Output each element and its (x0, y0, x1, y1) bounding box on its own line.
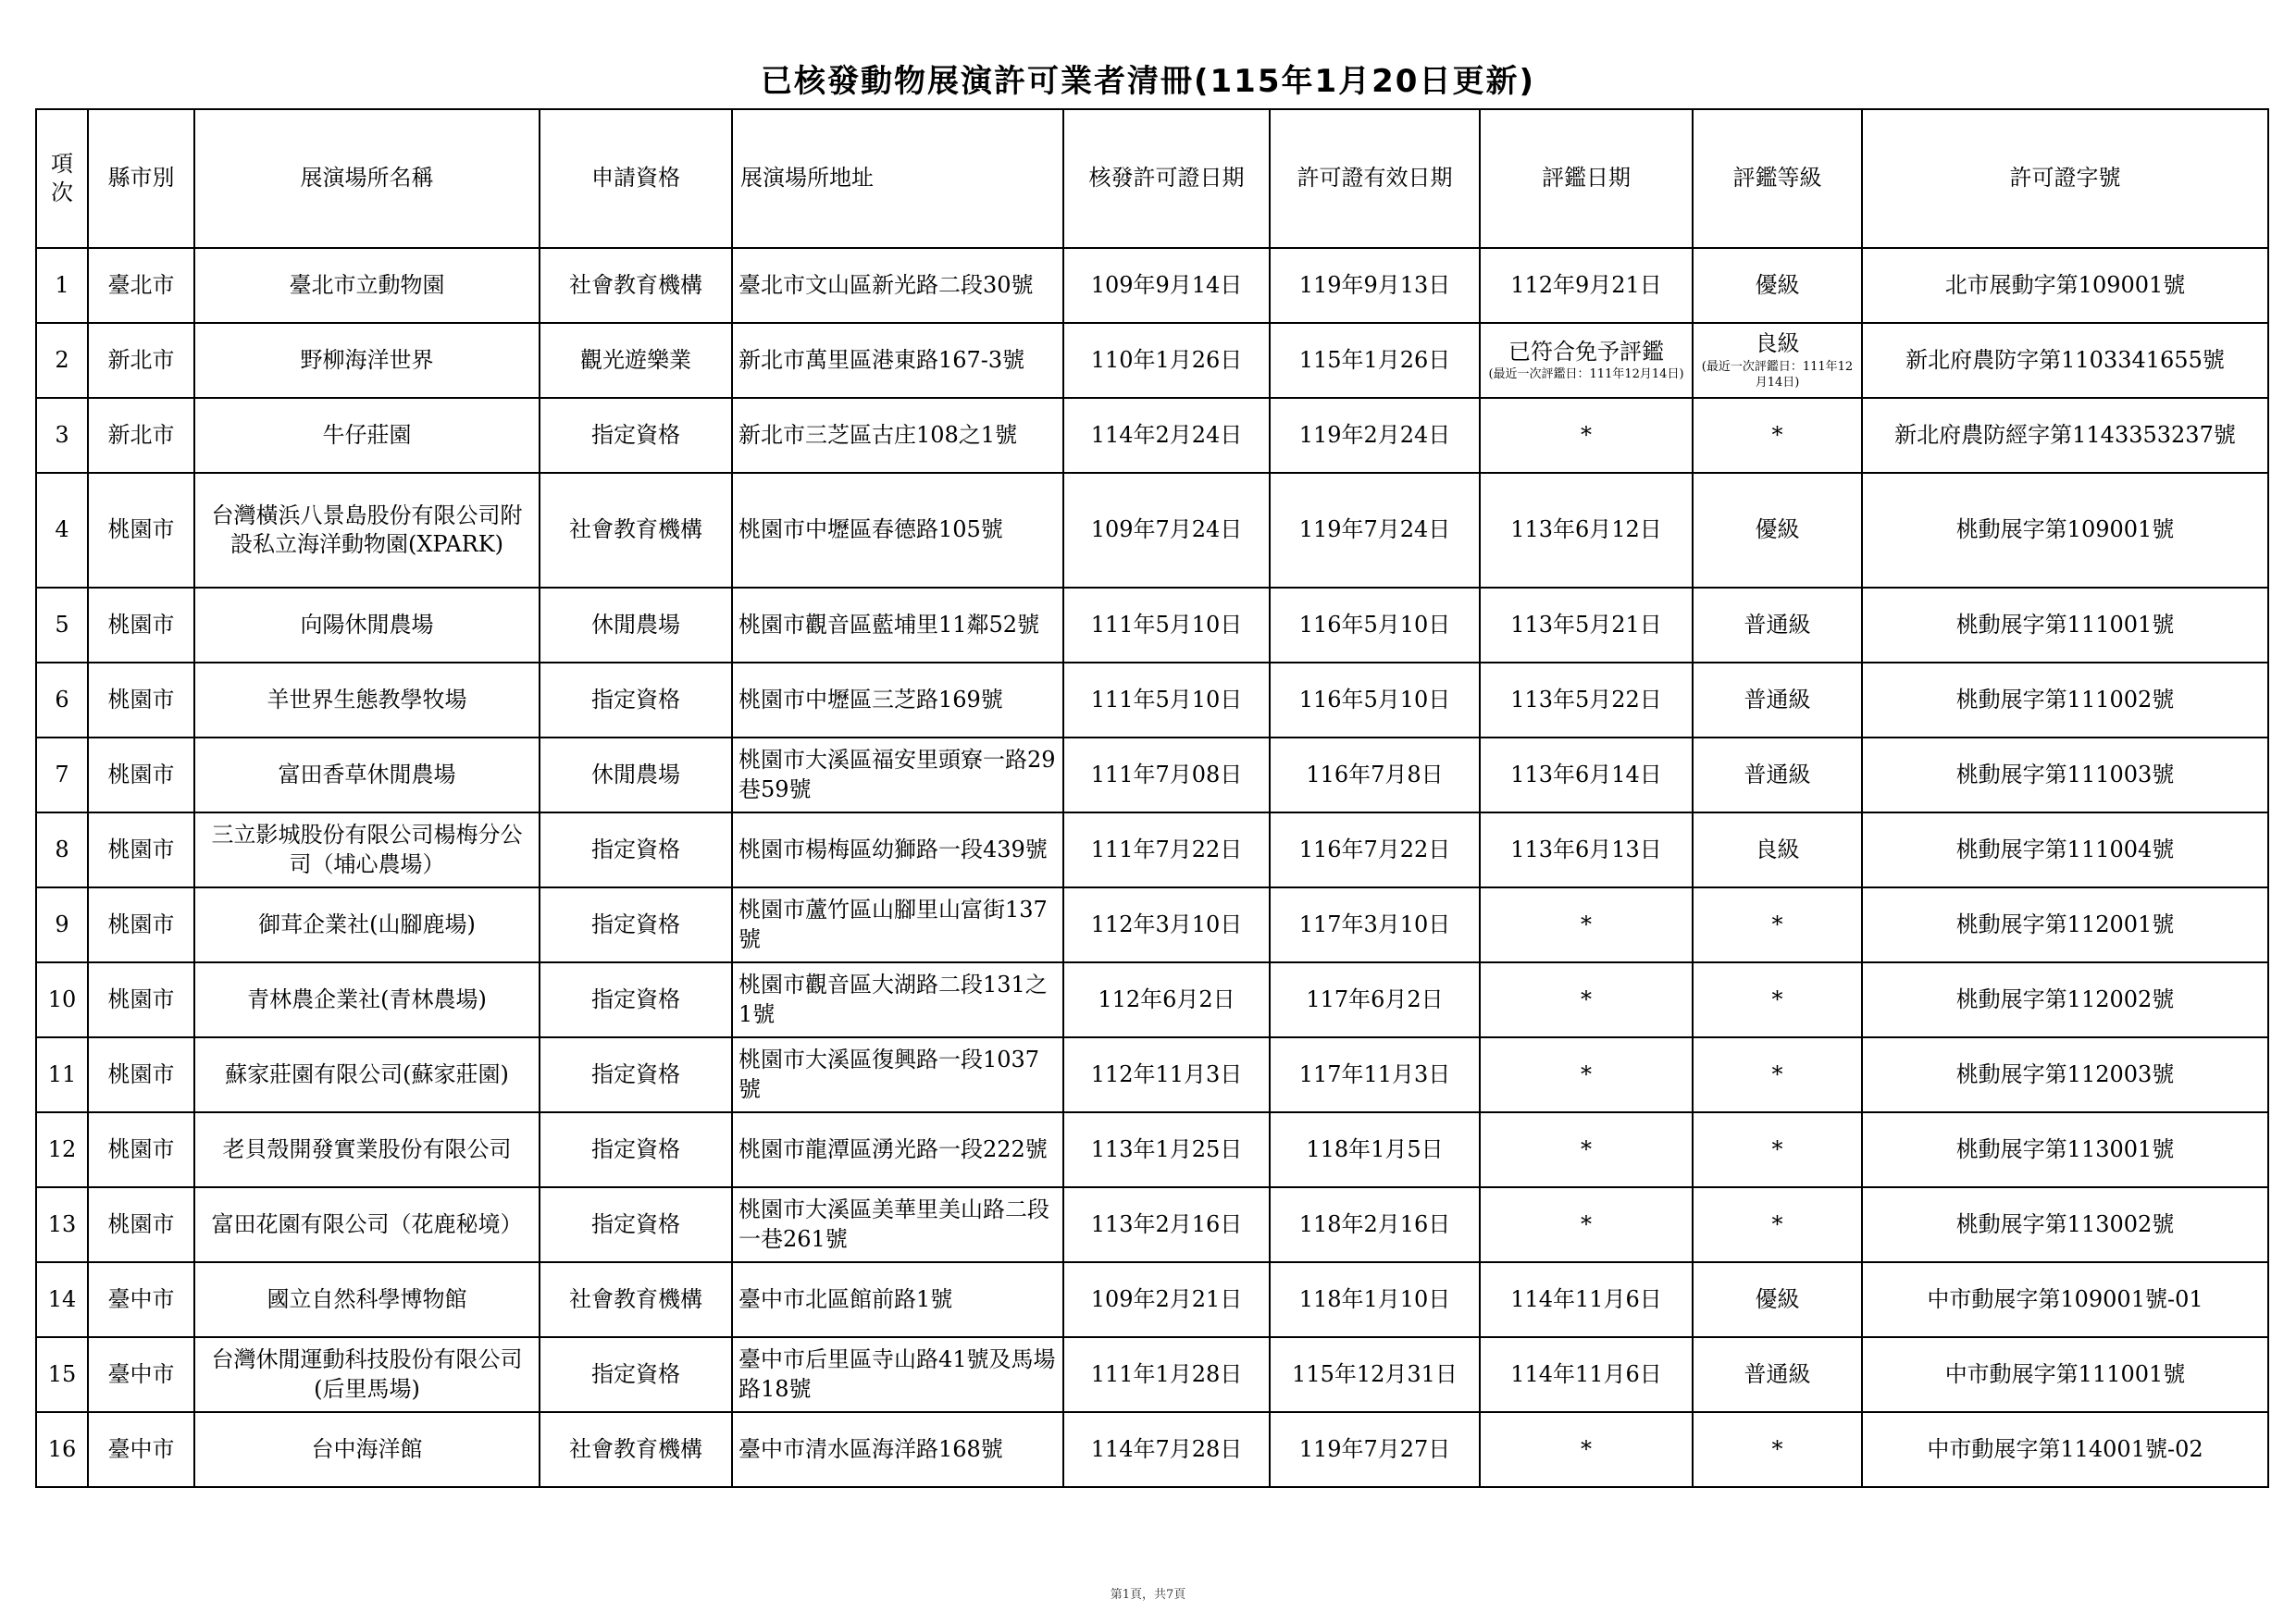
table-row (36, 1412, 2268, 1487)
cell-valid-date: 116年5月10日 (1270, 663, 1480, 738)
cell-venue: 蘇家莊園有限公司(蘇家莊園) (194, 1037, 540, 1112)
cell-address: 新北市萬里區港東路167-3號 (732, 323, 1063, 398)
cell-city: 桃園市 (88, 887, 194, 962)
cell-address: 臺北市文山區新光路二段30號 (732, 248, 1063, 323)
cell-address: 桃園市蘆竹區山腳里山富街137號 (732, 887, 1063, 962)
cell-address: 桃園市中壢區三芝路169號 (732, 663, 1063, 738)
cell-eval-grade: 良級 (1693, 812, 1862, 887)
cell-issue-date: 110年1月26日 (1063, 323, 1270, 398)
cell-permit-no: 桃動展字第112002號 (1862, 962, 2268, 1037)
cell-city: 臺北市 (88, 248, 194, 323)
cell-address: 桃園市大溪區美華里美山路二段一巷261號 (732, 1187, 1063, 1262)
cell-venue: 三立影城股份有限公司楊梅分公司（埔心農場） (194, 812, 540, 887)
header-qualification: 申請資格 (540, 109, 732, 248)
cell-index: 3 (36, 398, 88, 473)
cell-permit-no: 新北府農防字第1103341655號 (1862, 323, 2268, 398)
cell-issue-date: 114年7月28日 (1063, 1412, 1270, 1487)
cell-venue: 台中海洋館 (194, 1412, 540, 1487)
table-row (36, 248, 2268, 323)
table-row (36, 1187, 2268, 1262)
cell-city: 桃園市 (88, 812, 194, 887)
eval-grade-note: (最近一次評鑑日：111年12月14日) (1701, 359, 1854, 391)
cell-address: 新北市三芝區古庄108之1號 (732, 398, 1063, 473)
cell-valid-date: 117年11月3日 (1270, 1037, 1480, 1112)
header-valid-date: 許可證有效日期 (1270, 109, 1480, 248)
cell-qualification: 指定資格 (540, 812, 732, 887)
cell-valid-date: 119年2月24日 (1270, 398, 1480, 473)
cell-eval-grade: 普通級 (1693, 663, 1862, 738)
cell-issue-date: 113年1月25日 (1063, 1112, 1270, 1187)
cell-qualification: 觀光遊樂業 (540, 323, 732, 398)
eval-date-status: 已符合免予評鑑 (1508, 339, 1664, 366)
cell-valid-date: 115年1月26日 (1270, 323, 1480, 398)
cell-index: 16 (36, 1412, 88, 1487)
cell-index: 2 (36, 323, 88, 398)
cell-issue-date: 109年7月24日 (1063, 473, 1270, 588)
cell-issue-date: 111年1月28日 (1063, 1337, 1270, 1412)
header-venue: 展演場所名稱 (194, 109, 540, 248)
cell-eval-grade: * (1693, 1037, 1862, 1112)
cell-city: 臺中市 (88, 1412, 194, 1487)
table-row (36, 588, 2268, 663)
permit-roster-table (35, 108, 2269, 1488)
cell-address: 臺中市北區館前路1號 (732, 1262, 1063, 1337)
cell-city: 臺中市 (88, 1337, 194, 1412)
cell-qualification: 指定資格 (540, 1337, 732, 1412)
cell-qualification: 指定資格 (540, 663, 732, 738)
header-permit-no: 許可證字號 (1862, 109, 2268, 248)
cell-index: 13 (36, 1187, 88, 1262)
cell-valid-date: 119年9月13日 (1270, 248, 1480, 323)
cell-city: 新北市 (88, 398, 194, 473)
table-row (36, 887, 2268, 962)
cell-venue: 老貝殼開發實業股份有限公司 (194, 1112, 540, 1187)
cell-qualification: 社會教育機構 (540, 1412, 732, 1487)
cell-issue-date: 113年2月16日 (1063, 1187, 1270, 1262)
cell-valid-date: 116年5月10日 (1270, 588, 1480, 663)
cell-valid-date: 118年2月16日 (1270, 1187, 1480, 1262)
cell-issue-date: 112年3月10日 (1063, 887, 1270, 962)
cell-index: 15 (36, 1337, 88, 1412)
cell-qualification: 社會教育機構 (540, 248, 732, 323)
cell-city: 桃園市 (88, 738, 194, 812)
cell-qualification: 休閒農場 (540, 738, 732, 812)
cell-permit-no: 桃動展字第111001號 (1862, 588, 2268, 663)
table-row (36, 812, 2268, 887)
cell-city: 桃園市 (88, 588, 194, 663)
cell-city: 桃園市 (88, 473, 194, 588)
cell-index: 14 (36, 1262, 88, 1337)
cell-address: 臺中市清水區海洋路168號 (732, 1412, 1063, 1487)
table-body (36, 248, 2268, 1487)
eval-date-note: (最近一次評鑑日：111年12月14日) (1488, 367, 1684, 382)
cell-venue: 台灣休閒運動科技股份有限公司(后里馬場) (194, 1337, 540, 1412)
table-row (36, 473, 2268, 588)
cell-valid-date: 116年7月8日 (1270, 738, 1480, 812)
cell-permit-no: 北市展動字第109001號 (1862, 248, 2268, 323)
table-header (36, 109, 2268, 248)
cell-eval-grade: * (1693, 887, 1862, 962)
page-title: 已核發動物展演許可業者清冊(115年1月20日更新) (760, 63, 1536, 100)
cell-city: 桃園市 (88, 1187, 194, 1262)
cell-venue: 臺北市立動物園 (194, 248, 540, 323)
cell-permit-no: 中市動展字第109001號-01 (1862, 1262, 2268, 1337)
cell-qualification: 指定資格 (540, 962, 732, 1037)
cell-permit-no: 桃動展字第112003號 (1862, 1037, 2268, 1112)
cell-venue: 台灣橫浜八景島股份有限公司附設私立海洋動物園(XPARK) (194, 473, 540, 588)
cell-permit-no: 桃動展字第111002號 (1862, 663, 2268, 738)
cell-venue: 國立自然科學博物館 (194, 1262, 540, 1337)
page-footer: 第1頁，共7頁 (1110, 1588, 1186, 1602)
cell-valid-date: 116年7月22日 (1270, 812, 1480, 887)
cell-venue: 向陽休閒農場 (194, 588, 540, 663)
eval-grade-value: 良級 (1755, 330, 1800, 357)
cell-eval-date: * (1480, 887, 1693, 962)
cell-eval-date: * (1480, 1037, 1693, 1112)
cell-index: 6 (36, 663, 88, 738)
cell-eval-grade: 優級 (1693, 1262, 1862, 1337)
cell-eval-date: 113年6月13日 (1480, 812, 1693, 887)
cell-valid-date: 117年3月10日 (1270, 887, 1480, 962)
table-row (36, 398, 2268, 473)
cell-index: 11 (36, 1037, 88, 1112)
cell-eval-grade: * (1693, 1412, 1862, 1487)
cell-eval-date: 113年5月22日 (1480, 663, 1693, 738)
cell-eval-grade: * (1693, 1187, 1862, 1262)
cell-venue: 青林農企業社(青林農場) (194, 962, 540, 1037)
cell-venue: 野柳海洋世界 (194, 323, 540, 398)
cell-address: 桃園市觀音區大湖路二段131之1號 (732, 962, 1063, 1037)
cell-permit-no: 桃動展字第109001號 (1862, 473, 2268, 588)
cell-issue-date: 111年7月22日 (1063, 812, 1270, 887)
cell-eval-grade: * (1693, 1112, 1862, 1187)
cell-permit-no: 桃動展字第112001號 (1862, 887, 2268, 962)
cell-qualification: 指定資格 (540, 398, 732, 473)
header-issue-date: 核發許可證日期 (1063, 109, 1270, 248)
cell-eval-date: * (1480, 1412, 1693, 1487)
cell-city: 桃園市 (88, 1112, 194, 1187)
cell-city: 新北市 (88, 323, 194, 398)
cell-eval-grade: 優級 (1693, 248, 1862, 323)
table-row (36, 1112, 2268, 1187)
cell-eval-grade: * (1693, 962, 1862, 1037)
cell-address: 桃園市大溪區福安里頭寮一路29巷59號 (732, 738, 1063, 812)
cell-venue: 富田花園有限公司（花鹿秘境） (194, 1187, 540, 1262)
cell-eval-date: 113年5月21日 (1480, 588, 1693, 663)
cell-address: 桃園市中壢區春德路105號 (732, 473, 1063, 588)
cell-eval-date: 114年11月6日 (1480, 1262, 1693, 1337)
cell-qualification: 指定資格 (540, 1187, 732, 1262)
cell-eval-grade: 優級 (1693, 473, 1862, 588)
cell-issue-date: 112年6月2日 (1063, 962, 1270, 1037)
cell-eval-date: 114年11月6日 (1480, 1337, 1693, 1412)
cell-eval-date: 113年6月14日 (1480, 738, 1693, 812)
cell-city: 桃園市 (88, 663, 194, 738)
cell-qualification: 指定資格 (540, 1037, 732, 1112)
cell-eval-grade: 普通級 (1693, 738, 1862, 812)
cell-qualification: 休閒農場 (540, 588, 732, 663)
table-row (36, 738, 2268, 812)
cell-qualification: 指定資格 (540, 1112, 732, 1187)
cell-issue-date: 109年2月21日 (1063, 1262, 1270, 1337)
cell-issue-date: 112年11月3日 (1063, 1037, 1270, 1112)
cell-index: 5 (36, 588, 88, 663)
cell-index: 1 (36, 248, 88, 323)
cell-eval-date: 112年9月21日 (1480, 248, 1693, 323)
cell-eval-grade: 普通級 (1693, 588, 1862, 663)
cell-address: 桃園市觀音區藍埔里11鄰52號 (732, 588, 1063, 663)
header-index: 項次 (36, 109, 88, 248)
cell-valid-date: 118年1月10日 (1270, 1262, 1480, 1337)
cell-index: 9 (36, 887, 88, 962)
cell-eval-date: * (1480, 1112, 1693, 1187)
cell-venue: 御茸企業社(山腳鹿場) (194, 887, 540, 962)
cell-valid-date: 119年7月24日 (1270, 473, 1480, 588)
cell-index: 12 (36, 1112, 88, 1187)
cell-eval-date: 113年6月12日 (1480, 473, 1693, 588)
cell-eval-grade: * (1693, 398, 1862, 473)
cell-venue: 牛仔莊園 (194, 398, 540, 473)
table-row (36, 323, 2268, 398)
cell-permit-no: 桃動展字第113001號 (1862, 1112, 2268, 1187)
cell-index: 4 (36, 473, 88, 588)
table-row (36, 1262, 2268, 1337)
cell-issue-date: 114年2月24日 (1063, 398, 1270, 473)
cell-eval-date (1480, 323, 1693, 398)
cell-issue-date: 111年7月08日 (1063, 738, 1270, 812)
cell-valid-date: 115年12月31日 (1270, 1337, 1480, 1412)
cell-eval-grade (1693, 323, 1862, 398)
header-eval-grade: 評鑑等級 (1693, 109, 1862, 248)
header-row (36, 109, 2268, 248)
cell-valid-date: 118年1月5日 (1270, 1112, 1480, 1187)
cell-address: 桃園市楊梅區幼獅路一段439號 (732, 812, 1063, 887)
cell-permit-no: 桃動展字第113002號 (1862, 1187, 2268, 1262)
cell-city: 桃園市 (88, 962, 194, 1037)
cell-permit-no: 中市動展字第114001號-02 (1862, 1412, 2268, 1487)
cell-city: 桃園市 (88, 1037, 194, 1112)
cell-valid-date: 119年7月27日 (1270, 1412, 1480, 1487)
cell-permit-no: 桃動展字第111003號 (1862, 738, 2268, 812)
cell-permit-no: 中市動展字第111001號 (1862, 1337, 2268, 1412)
cell-issue-date: 111年5月10日 (1063, 663, 1270, 738)
cell-venue: 富田香草休閒農場 (194, 738, 540, 812)
cell-index: 8 (36, 812, 88, 887)
cell-index: 10 (36, 962, 88, 1037)
cell-index: 7 (36, 738, 88, 812)
cell-city: 臺中市 (88, 1262, 194, 1337)
cell-permit-no: 桃動展字第111004號 (1862, 812, 2268, 887)
cell-valid-date: 117年6月2日 (1270, 962, 1480, 1037)
header-address: 展演場所地址 (732, 109, 1063, 248)
cell-qualification: 社會教育機構 (540, 473, 732, 588)
cell-issue-date: 111年5月10日 (1063, 588, 1270, 663)
header-city: 縣市別 (88, 109, 194, 248)
table-row (36, 1037, 2268, 1112)
header-eval-date: 評鑑日期 (1480, 109, 1693, 248)
cell-eval-date: * (1480, 398, 1693, 473)
cell-address: 桃園市龍潭區湧光路一段222號 (732, 1112, 1063, 1187)
cell-venue: 羊世界生態教學牧場 (194, 663, 540, 738)
cell-eval-date: * (1480, 1187, 1693, 1262)
cell-qualification: 指定資格 (540, 887, 732, 962)
cell-address: 臺中市后里區寺山路41號及馬場路18號 (732, 1337, 1063, 1412)
cell-eval-date: * (1480, 962, 1693, 1037)
cell-permit-no: 新北府農防經字第1143353237號 (1862, 398, 2268, 473)
cell-eval-grade: 普通級 (1693, 1337, 1862, 1412)
table-row (36, 663, 2268, 738)
table-row (36, 962, 2268, 1037)
cell-issue-date: 109年9月14日 (1063, 248, 1270, 323)
cell-qualification: 社會教育機構 (540, 1262, 732, 1337)
table-row (36, 1337, 2268, 1412)
cell-address: 桃園市大溪區復興路一段1037號 (732, 1037, 1063, 1112)
